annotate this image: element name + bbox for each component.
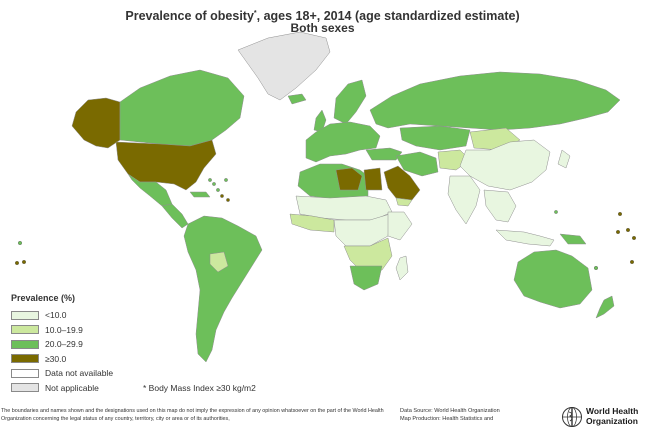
- legend-label: 20.0–29.9: [45, 339, 83, 349]
- map-title-rest: , ages 18+, 2014 (age standardized estimate): [256, 9, 520, 24]
- region-alaska[interactable]: [72, 98, 120, 148]
- region-new-zealand[interactable]: [596, 296, 614, 318]
- legend-label: Data not available: [45, 368, 114, 378]
- island-marker[interactable]: [220, 194, 223, 197]
- legend-swatch: [11, 311, 39, 320]
- island-marker[interactable]: [630, 260, 634, 264]
- who-name-line1: World Health: [586, 406, 639, 416]
- region-madagascar[interactable]: [396, 256, 408, 280]
- legend-swatch: [11, 369, 39, 378]
- region-east-africa[interactable]: [388, 212, 412, 240]
- legend-item: [11, 324, 113, 336]
- map-subtitle: Both sexes: [290, 21, 355, 35]
- legend-item: [11, 309, 113, 321]
- legend-item: [11, 353, 113, 365]
- who-name: [586, 407, 638, 426]
- legend-items: [11, 309, 113, 394]
- region-south-africa[interactable]: [350, 266, 382, 290]
- legend-label: ≥30.0: [45, 353, 67, 364]
- island-marker[interactable]: [15, 261, 19, 265]
- legend-item: [11, 338, 113, 350]
- bmi-footnote: * Body Mass Index ≥30 kg/m2: [143, 383, 256, 393]
- region-kazakhstan[interactable]: [400, 126, 470, 150]
- map-production-line: Map Production: Health Statistics and: [400, 415, 494, 422]
- island-marker[interactable]: [224, 178, 227, 181]
- legend-swatch: [11, 383, 39, 392]
- island-marker[interactable]: [594, 266, 598, 270]
- region-indonesia[interactable]: [496, 230, 554, 246]
- island-marker[interactable]: [618, 212, 622, 216]
- legend-item: [11, 382, 113, 394]
- map-disclaimer: The boundaries and names shown and the designations used on this map do not imply the expression of any opinion whatsoever on the part of the World Health Organization concerning the legal status of any country, territory, city or area or of its authorities,: [1, 408, 384, 422]
- data-source: [400, 408, 550, 423]
- region-central-america[interactable]: [162, 204, 188, 228]
- who-name-line2: Organization: [586, 415, 638, 426]
- island-marker[interactable]: [626, 228, 630, 232]
- island-marker[interactable]: [554, 210, 557, 213]
- map-legend: [11, 293, 113, 396]
- region-india[interactable]: [448, 176, 480, 224]
- region-russia[interactable]: [370, 72, 620, 130]
- region-turkey[interactable]: [366, 148, 402, 160]
- island-marker[interactable]: [226, 198, 229, 201]
- legend-swatch: [11, 354, 39, 363]
- island-marker[interactable]: [216, 188, 219, 191]
- island-marker[interactable]: [212, 182, 215, 185]
- legend-label: 10.0–19.9: [45, 324, 83, 335]
- legend-item: [11, 367, 113, 379]
- map-title-marker: *: [253, 10, 257, 17]
- island-marker[interactable]: [616, 230, 620, 234]
- legend-swatch: [11, 340, 39, 349]
- legend-swatch: [11, 325, 39, 334]
- legend-label: Not applicable: [45, 382, 99, 393]
- region-papua-new-guinea[interactable]: [560, 234, 586, 244]
- region-greenland[interactable]: [238, 32, 330, 100]
- region-south-america[interactable]: [184, 216, 262, 362]
- region-egypt[interactable]: [364, 168, 382, 190]
- who-emblem-icon: [561, 406, 583, 428]
- legend-title: Prevalence (%): [11, 293, 76, 303]
- map-title-main: Prevalence of obesity: [125, 9, 254, 24]
- region-united-states[interactable]: [116, 140, 216, 190]
- data-source-line: Data Source: World Health Organization: [400, 408, 500, 414]
- region-iceland[interactable]: [288, 94, 306, 104]
- legend-label: <10.0: [45, 310, 67, 320]
- region-cuba[interactable]: [190, 192, 210, 197]
- region-scandinavia[interactable]: [334, 80, 366, 124]
- region-canada[interactable]: [120, 70, 244, 146]
- island-marker[interactable]: [632, 236, 636, 240]
- region-japan[interactable]: [558, 150, 570, 168]
- island-marker[interactable]: [208, 178, 211, 181]
- region-australia[interactable]: [514, 250, 592, 308]
- island-marker[interactable]: [18, 241, 22, 245]
- region-southeast-asia[interactable]: [484, 190, 516, 222]
- island-marker[interactable]: [22, 260, 26, 264]
